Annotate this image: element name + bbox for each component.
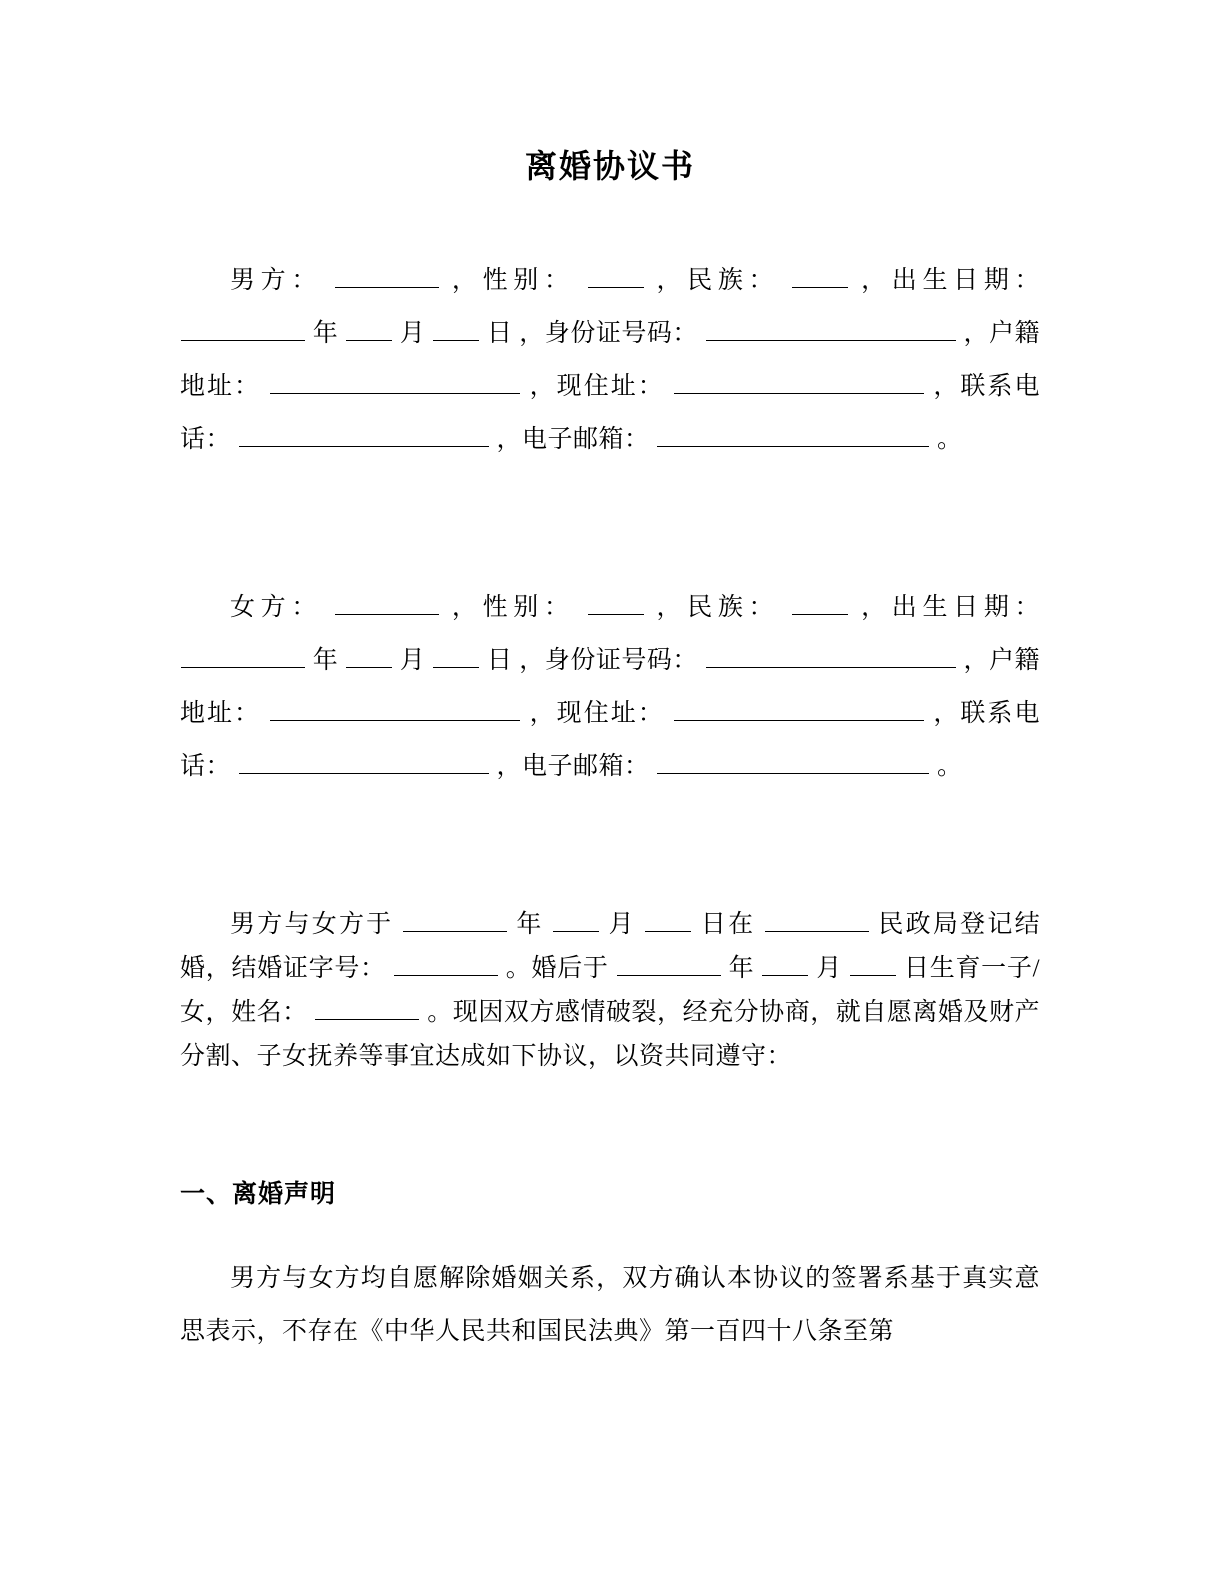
husband-ethnicity-blank[interactable] (792, 265, 848, 288)
husband-birth-month-blank[interactable] (346, 318, 392, 341)
husband-email-blank[interactable] (657, 424, 929, 447)
wife-birth-year-blank[interactable] (181, 645, 305, 668)
husband-birth-day-blank[interactable] (433, 318, 479, 341)
husband-household-label: ，户籍地址： (180, 319, 1041, 400)
marriage-background-paragraph (180, 903, 1040, 1079)
husband-current-address-label: ，现住址： (529, 372, 665, 400)
section-heading-one: 一、离婚声明 (180, 1179, 337, 1208)
husband-year-unit: 年 (312, 319, 339, 347)
section-one-body: 男方与女方均自愿解除婚姻关系，双方确认本协议的签署系基于真实意思表示，不存在《中华人民共和国民法典》第一百四十八条至第 (180, 1264, 1040, 1345)
child-month-unit: 月 (816, 954, 843, 982)
wife-id-blank[interactable] (706, 645, 956, 668)
husband-name-blank[interactable] (335, 265, 439, 288)
wife-party-label: 女方： (230, 593, 323, 621)
husband-birthdate-label: ，出生日期： (861, 266, 1041, 294)
wife-month-unit: 月 (399, 646, 426, 674)
wife-birth-day-blank[interactable] (433, 645, 479, 668)
child-birth-day-blank[interactable] (850, 953, 896, 976)
marriage-registry-blank[interactable] (765, 909, 869, 932)
child-day-unit: 日生育一子/女，姓名： (180, 954, 1041, 1026)
husband-gender-label: ，性别： (451, 266, 575, 294)
husband-household-blank[interactable] (270, 371, 520, 394)
wife-phone-blank[interactable] (239, 751, 489, 774)
wife-year-unit: 年 (312, 646, 339, 674)
marriage-year-blank[interactable] (403, 909, 507, 932)
marriage-after-cert-text: 。婚后于 (505, 954, 609, 982)
child-birth-year-blank[interactable] (617, 953, 721, 976)
wife-household-blank[interactable] (270, 698, 520, 721)
marriage-registry-text: 民政局登记结婚，结婚证字号： (180, 910, 1041, 982)
wife-id-label: ，身份证号码： (519, 646, 698, 674)
husband-current-address-blank[interactable] (674, 371, 924, 394)
wife-end-mark: 。 (937, 752, 963, 780)
wife-ethnicity-label: ，民族： (656, 593, 780, 621)
marriage-month-blank[interactable] (553, 909, 599, 932)
spacer-title-to-husband (180, 188, 1040, 254)
document-body (180, 0, 1040, 1358)
husband-email-label: ，电子邮箱： (496, 425, 650, 453)
spacer-after-section-heading (180, 1214, 1040, 1252)
marriage-year-unit: 年 (516, 910, 544, 938)
wife-party-block (180, 581, 1040, 793)
wife-email-blank[interactable] (657, 751, 929, 774)
spacer-husband-to-wife (180, 466, 1040, 581)
husband-gender-blank[interactable] (588, 265, 644, 288)
wife-current-address-label: ，现住址： (529, 699, 665, 727)
wife-gender-blank[interactable] (588, 592, 644, 615)
husband-phone-blank[interactable] (239, 424, 489, 447)
page-title: 离婚协议书 (524, 148, 695, 184)
husband-party-block (180, 254, 1040, 466)
marriage-day-blank[interactable] (645, 909, 691, 932)
husband-phone-label: ，联系电话： (180, 372, 1040, 453)
wife-household-label: ，户籍地址： (180, 646, 1041, 727)
husband-party-label: 男方： (230, 266, 323, 294)
child-year-unit: 年 (728, 954, 755, 982)
wife-phone-label: ，联系电话： (180, 699, 1040, 780)
wife-current-address-blank[interactable] (674, 698, 924, 721)
husband-day-unit: 日 (486, 319, 513, 347)
marriage-final-text: 。现因双方感情破裂，经充分协商，就自愿离婚及财产分割、子女抚养等事宜达成如下协议，以资共同遵守： (180, 998, 1041, 1070)
husband-end-mark: 。 (937, 425, 963, 453)
husband-birth-year-blank[interactable] (181, 318, 305, 341)
marriage-month-unit: 月 (608, 910, 636, 938)
child-birth-month-blank[interactable] (762, 953, 808, 976)
husband-id-label: ，身份证号码： (519, 319, 698, 347)
wife-gender-label: ，性别： (451, 593, 575, 621)
husband-id-blank[interactable] (706, 318, 956, 341)
husband-ethnicity-label: ，民族： (656, 266, 780, 294)
spacer-wife-to-marriage (180, 793, 1040, 903)
wife-birthdate-label: ，出生日期： (861, 593, 1041, 621)
wife-email-label: ，电子邮箱： (496, 752, 650, 780)
marriage-certificate-number-blank[interactable] (394, 953, 498, 976)
husband-month-unit: 月 (399, 319, 426, 347)
marriage-intro-text: 男方与女方于 (230, 910, 394, 938)
child-name-blank[interactable] (315, 997, 419, 1020)
wife-name-blank[interactable] (335, 592, 439, 615)
marriage-day-unit: 日在 (700, 910, 756, 938)
wife-day-unit: 日 (486, 646, 513, 674)
spacer-before-section-heading (180, 1079, 1040, 1174)
wife-ethnicity-blank[interactable] (792, 592, 848, 615)
wife-birth-month-blank[interactable] (346, 645, 392, 668)
